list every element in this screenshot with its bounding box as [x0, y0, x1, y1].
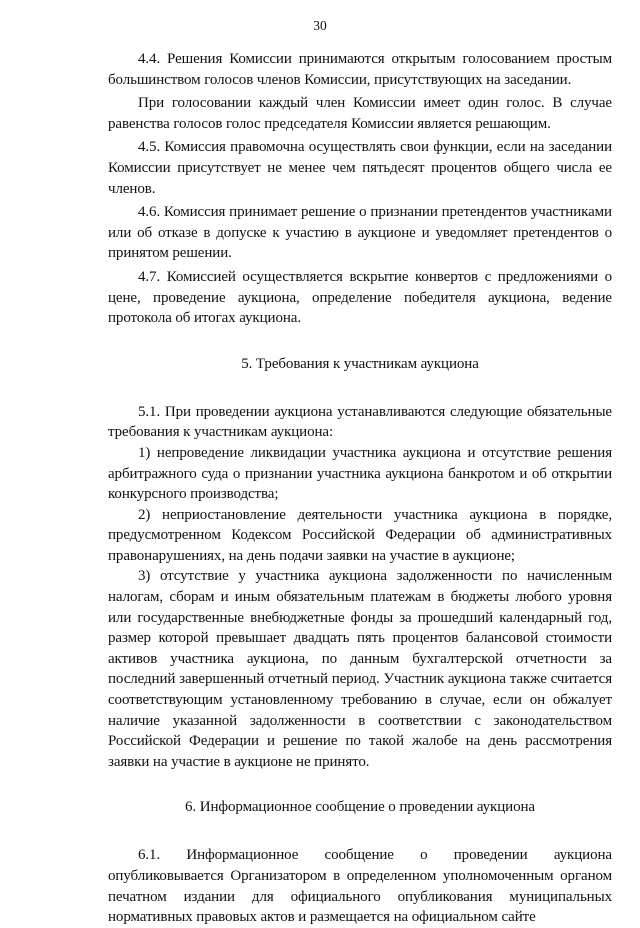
paragraph-5-1-item-2: 2) неприостановление деятельности участника аукциона в порядке, предусмотренном Кодексом Российской Федерации об административных правонарушениях, на день подачи заявки на участие в аукционе;	[108, 506, 612, 564]
section-6-heading: 6. Информационное сообщение о проведении аукциона	[185, 799, 535, 816]
page-number: 30	[313, 18, 327, 33]
paragraph-5-1-item-3: 3) отсутствие у участника аукциона задолженности по начисленным налогам, сборам и иным обязательным платежам в бюджеты любого уровня или государственные внебюджетные фонды за прошедший календарный год, размер которой превышает двадцать пять процентов балансовой стоимости активов участника аукциона, по данным бухгалтерской отчетности за последний завершенный отчетный период. Участник аукциона также считается соответствующим установленному требованию в случае, если он обжалует наличие указанной задолженности в соответствии с законодательством Российской Федерации и решение по такой жалобе на день рассмотрения заявки на участие в аукционе не принято.	[108, 568, 612, 770]
paragraph-4-6: 4.6. Комиссия принимает решение о признании претендентов участниками или об отказе в допуске к участию в аукционе и уведомляет претендентов о принятом решении.	[108, 204, 612, 262]
paragraph-voting: При голосовании каждый член Комиссии имеет один голос. В случае равенства голосов голос председателя Комиссии является решающим.	[108, 95, 612, 132]
paragraph-6-1: 6.1. Информационное сообщение о проведении аукциона опубликовывается Организатором в определенном уполномоченным органом печатном издании для официального опубликования муниципальных нормативных правовых актов и размещается на официальном сайте	[108, 847, 612, 926]
paragraph-4-5: 4.5. Комиссия правомочна осуществлять свои функции, если на заседании Комиссии присутствует не менее чем пятьдесят процентов общего числа ее членов.	[108, 139, 612, 197]
paragraph-4-7: 4.7. Комиссией осуществляется вскрытие конвертов с предложениями о цене, проведение аукциона, определение победителя аукциона, ведение протокола об итогах аукциона.	[108, 268, 612, 327]
paragraph-4-4: 4.4. Решения Комиссии принимаются открытым голосованием простым большинством голосов членов Комиссии, присутствующих на заседании.	[108, 51, 612, 88]
paragraph-5-1-item-1: 1) непроведение ликвидации участника аукциона и отсутствие решения арбитражного суда о признании участника аукциона банкротом и об открытии конкурсного производства;	[108, 444, 612, 503]
document-body	[108, 49, 612, 928]
section-5-heading: 5. Требования к участникам аукциона	[241, 355, 479, 372]
paragraph-5-1: 5.1. При проведении аукциона устанавливаются следующие обязательные требования к участникам аукциона:	[108, 403, 612, 441]
